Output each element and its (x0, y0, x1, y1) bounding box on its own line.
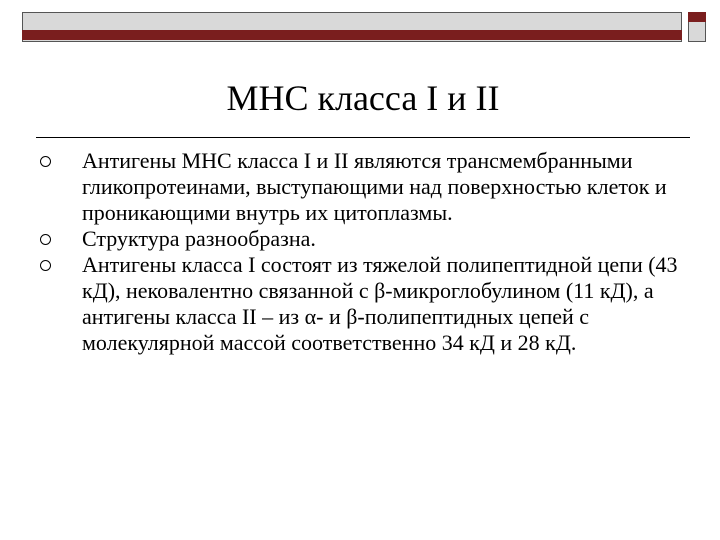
hollow-circle-bullet-icon (40, 260, 51, 271)
header-accent-stripe (22, 30, 682, 40)
hollow-circle-bullet-icon (40, 156, 51, 167)
hollow-circle-bullet-icon (40, 234, 51, 245)
bullet-text: Антигены MHC класса I и II являются трансмембранными гликопротеинами, выступающими над поверхностью клеток и проникающими внутрь их цитоплазмы. (82, 148, 667, 225)
bullet-item (38, 226, 678, 252)
corner-accent (688, 12, 706, 22)
bullet-item (38, 148, 678, 226)
title-divider (36, 137, 690, 138)
bullet-item (38, 252, 678, 356)
bullet-list (38, 148, 678, 356)
slide-title: MHC класса I и II (226, 78, 500, 118)
bullet-text: Структура разнообразна. (82, 226, 316, 251)
bullet-text: Антигены класса I состоят из тяжелой полипептидной цепи (43 кД), нековалентно связанной с β-микроглобулином (11 кД), а антигены класса II – из α- и β-полипептидных цепей с молекулярной массой соответственно 34 кД и 28 кД. (82, 252, 678, 355)
